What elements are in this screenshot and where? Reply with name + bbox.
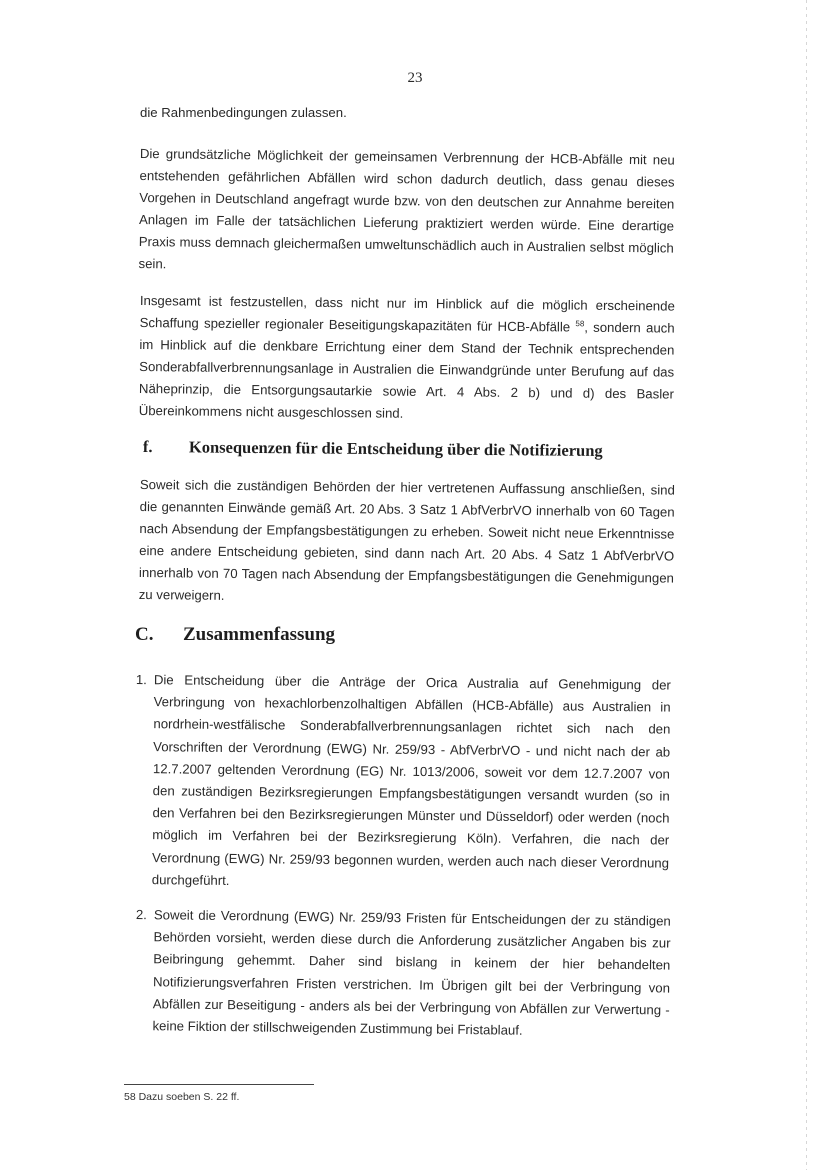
- section-f-paragraph: Soweit sich die zuständigen Behörden der hier vertretenen Auffassung anschließen, sind die genannten Einwände gemäß Art. 20 Abs. 3 Satz 1 AbfVerbrVO innerhalb von 60 Tagen nach Absendung der Empfangsbestätigungen zu erheben. Soweit nicht neue Erkenntnisse eine andere Entscheidung gebieten, sind dann nach Art. 20 Abs. 4 Satz 1 AbfVerbrVO innerhalb von 70 Tagen nach Absendung der Empfangsbestätigungen die Genehmigungen zu verweigern.: [138, 476, 675, 603]
- footnote-58: 58 Dazu soeben S. 22 ff.: [124, 1091, 240, 1103]
- paragraph-conclusion-text-start: Insgesamt ist festzustellen, dass nicht nur im Hinblick auf die möglich erscheinende Schaffung spezieller regionaler Beseitigungskapazitäten für HCB-Abfälle: [139, 292, 675, 335]
- paragraph-conclusion-text-end: , sondern auch im Hinblick auf die denkbare Errichtung einer dem Stand der Technik entsprechenden Sonderabfallverbrennungsanlage in Australien die Einwandgründe unter Berufung auf das Näheprinzip, die Entsorgungsautarkie sowie Art. 4 Abs. 2 b) und d) des Basler Übereinkommens nicht ausgeschlossen sind.: [138, 319, 675, 421]
- summary-item-text: Soweit die Verordnung (EWG) Nr. 259/93 Fristen für Entscheidungen der zu ständigen Behörden vorsieht, werden diese durch die Anforderung zusätzlicher Angaben bis zur Beibringung gehemmt. Daher sind bislang in keinem der hier behandelten Notifizierungsverfahren Fristen verstrichen. Im Übrigen gilt bei der Verbringung von Abfällen zur Beseitigung - anders als bei der Verbringung von Abfällen zur Verwertung - keine Fiktion der stillschweigenden Zustimmung bei Fristablauf.: [152, 907, 671, 1038]
- section-c-title: Zusammenfassung: [183, 624, 336, 645]
- section-f-title: Konsequenzen für die Entscheidung über die Notifizierung: [188, 437, 603, 461]
- summary-item-1: [134, 669, 671, 897]
- summary-item-text: Die Entscheidung über die Anträge der Orica Australia auf Genehmigung der Verbringung von hexachlorbenzolhaltigen Abfällen (HCB-Abfälle) aus Australien in nordrhein-westfälische Sonderabfallverbrennungsanlagen richtet sich nach den Vorschriften der Verordnung (EWG) Nr. 259/93 - AbfVerbrVO - und nicht nach der ab 12.7.2007 geltenden Verordnung (EG) Nr. 1013/2006, soweit vor dem 12.7.2007 von den zuständigen Bezirksregierungen Empfangsbestätigungen versandt wurden (so in den Verfahren bei den Bezirksregierungen Münster und Düsseldorf) oder werden (noch möglich im Verfahren bei der Bezirksregierung Köln). Verfahren, die nach der Verordnung (EWG) Nr. 259/93 begonnen wurden, werden auch nach dieser Verordnung durchgeführt.: [151, 672, 671, 888]
- section-c-heading: [135, 624, 535, 646]
- summary-item-number: 1.: [135, 671, 147, 688]
- page-number: 23: [407, 70, 423, 86]
- paragraph-conclusion: [139, 290, 675, 428]
- paragraph-incineration-possibility: Die grundsätzliche Möglichkeit der gemeinsamen Verbrennung der HCB-Abfälle mit neu entstehenden gefährlichen Abfällen wird schon dadurch deutlich, dass genau dieses Vorgehen in Deutschland angefragt wurde bzw. von den deutschen zur Annahme bereiten Anlagen im Falle der tatsächlichen Lieferung praktiziert werden würde. Eine derartige Praxis muss demnach gleichermaßen umweltunschädlich auch in Australien selbst möglich sein.: [138, 145, 675, 272]
- footnote-divider: [124, 1084, 314, 1085]
- footnote-reference: 58: [575, 319, 585, 329]
- scan-edge-line: [806, 0, 807, 1170]
- summary-item-number: 2.: [135, 906, 147, 923]
- summary-item-2: [134, 904, 671, 1044]
- section-c-number: C.: [135, 624, 154, 645]
- paragraph-continuation: die Rahmenbedingungen zulassen.: [140, 105, 347, 120]
- section-f-heading: [143, 437, 663, 462]
- section-f-number: f.: [142, 437, 153, 457]
